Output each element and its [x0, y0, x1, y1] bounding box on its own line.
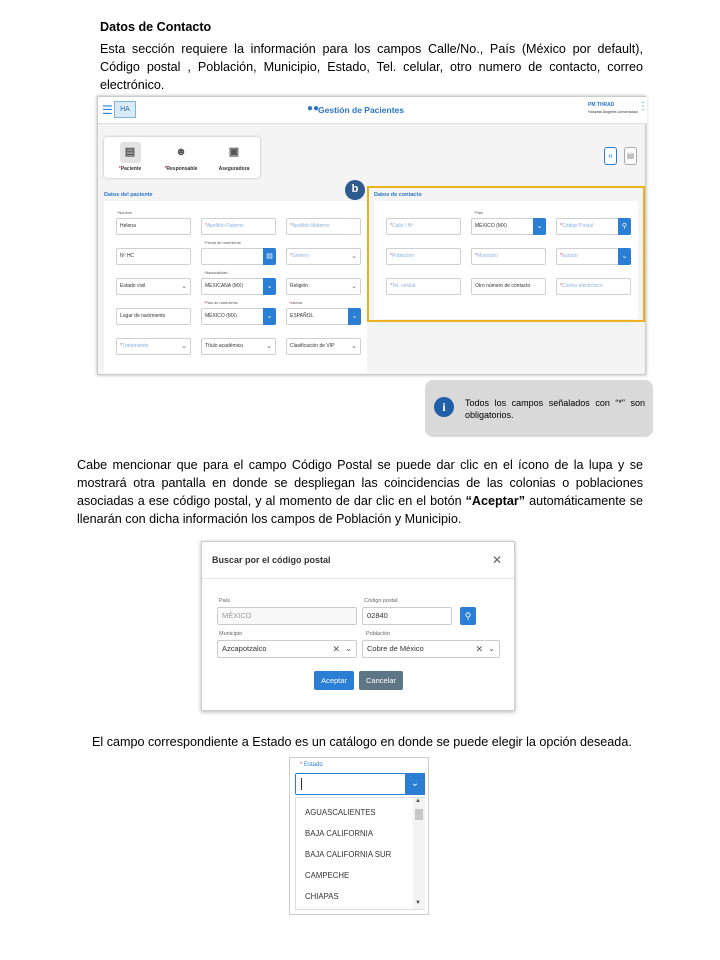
scroll-up-icon: ▲	[415, 798, 421, 804]
dialog-title: Buscar por el código postal	[212, 555, 331, 565]
estado-civil-select[interactable]: Estado civil ⌄	[116, 278, 191, 295]
calle-field[interactable]: *Calle / Nº	[386, 218, 461, 235]
estado-dropdown	[289, 757, 429, 915]
menu-icon[interactable]: ☰	[102, 103, 113, 117]
chevron-down-icon: ⌄	[533, 218, 546, 235]
option-item[interactable]: BAJA CALIFORNIA	[305, 829, 374, 838]
person-add-icon: ☻	[175, 146, 187, 158]
titulo-select[interactable]: Título académico ⌄	[201, 338, 276, 355]
postal-code-paragraph: Cabe mencionar que para el campo Código Postal se puede dar clic en el ícono de la lupa y se mostrará otra pantalla en donde se despliegan las coincidencias de las colonias o poblaciones asociadas a ese código postal, y al momento de dar clic en el botón “Aceptar” automáticamente se llenarán con dicha información los campos de Población y Municipio.	[77, 458, 644, 526]
patient-section-title: Datos del paciente	[104, 192, 153, 198]
nombre-field[interactable]: Helena	[116, 218, 191, 235]
poblacion-label: Población	[366, 631, 391, 637]
dialog-divider	[202, 578, 514, 579]
cp-label: Código postal	[364, 598, 398, 604]
chevron-down-icon: ⌄	[351, 343, 357, 350]
note-text: Todos los campos señalados con “*” son obligatorios.	[465, 398, 645, 420]
info-icon: i	[434, 397, 454, 417]
section-heading: Datos de Contacto	[100, 20, 212, 34]
chevron-down-icon: ⌄	[618, 248, 631, 265]
user-org: Hospital Ángeles Universidad	[588, 110, 638, 114]
chevron-down-icon: ⌄	[351, 253, 357, 260]
municipio-field[interactable]: *Municipio	[471, 248, 546, 265]
municipio-label: Municipio	[219, 631, 243, 637]
estado-paragraph: El campo correspondiente a Estado es un catálogo en donde se puede elegir la opción deseada.	[92, 735, 632, 749]
chevron-down-icon: ⌄	[348, 308, 361, 325]
genero-select[interactable]: *Género ⌄	[286, 248, 361, 265]
accept-button[interactable]: Aceptar	[314, 671, 354, 690]
fecha-nacimiento-field[interactable]	[201, 248, 276, 265]
poblacion-field[interactable]: *Población	[386, 248, 461, 265]
intro-paragraph: Esta sección requiere la información para los campos Calle/No., País (México por default), Código postal , Población, Municipio, Estado, Tel. celular, otro numero de contacto, correo electrónico.	[100, 42, 643, 92]
patients-icon: ●●	[307, 103, 320, 114]
dialog-cp-field[interactable]: 02840	[362, 607, 452, 625]
app-title: Gestión de Pacientes	[318, 105, 404, 115]
clear-icon: ✕	[475, 644, 483, 654]
chevron-down-icon: ⌄	[488, 644, 495, 653]
pais-label: País	[219, 598, 231, 604]
search-icon[interactable]: ⚲	[460, 607, 476, 625]
nohc-field[interactable]: Nº HC	[116, 248, 191, 265]
chevron-down-icon: ⌄	[263, 278, 276, 295]
close-icon[interactable]: ✕	[492, 553, 503, 567]
callout-badge: b	[345, 180, 365, 200]
option-item[interactable]: CHIAPAS	[305, 892, 339, 901]
estado-select[interactable]: *Estado ⌄	[556, 248, 631, 265]
safe-icon: ▣	[228, 146, 240, 158]
contact-highlight-box	[367, 186, 645, 322]
apellido-paterno-field[interactable]: *Apellido Paterno	[201, 218, 276, 235]
chevron-down-icon: ⌄	[181, 283, 187, 290]
tab-paciente[interactable]: ▤ *Paciente	[108, 140, 152, 176]
patient-panel: *Nombre Helena *Apellido Paterno *Apellido Materno *Fecha de nacimiento Nº HC ▤ *Género ⌄ *Nacionalidad Estado civil ⌄ MEXICANA (MX) ⌄ Religión ⌄ *País de nacimiento *Idioma Lugar de nacimiento MÉXICO (MX) ⌄ ESPAÑOL ⌄ *Tratamiento ⌄ Título académico ⌄ Clasificación de VIP ⌄	[104, 201, 367, 373]
app-header	[98, 97, 647, 124]
contact-panel: *País *Calle / Nº MÉXICO (MX) ⌄ *Código Postal ⚲ *Población *Municipio *Estado ⌄ *Tel. celular Otro número de contacto *Correo electrónico	[374, 201, 638, 319]
chevron-down-icon: ⌄	[345, 644, 352, 653]
scroll-down-icon: ▼	[415, 900, 421, 906]
idioma-select[interactable]: ESPAÑOL ⌄	[286, 308, 361, 325]
pais-nacimiento-select[interactable]: MÉXICO (MX) ⌄	[201, 308, 276, 325]
otro-numero-field[interactable]: Otro número de contacto	[471, 278, 546, 295]
dialog-poblacion-select[interactable]: Cobre de México ✕ ⌄	[362, 640, 500, 658]
contact-section-title: Datos de contacto	[374, 192, 422, 198]
required-fields-note	[425, 380, 653, 437]
scrollbar[interactable]	[413, 798, 425, 909]
search-icon[interactable]: ⚲	[618, 218, 631, 235]
tratamiento-select[interactable]: *Tratamiento ⌄	[116, 338, 191, 355]
tab-aseguradora[interactable]: ▣ Aseguradora	[212, 140, 256, 176]
chevron-down-icon: ⌄	[266, 343, 272, 350]
vip-select[interactable]: Clasificación de VIP ⌄	[286, 338, 361, 355]
tel-celular-field[interactable]: *Tel. celular	[386, 278, 461, 295]
option-item[interactable]: CAMPECHE	[305, 871, 350, 880]
dialog-pais-field: MÉXICO	[217, 607, 357, 625]
lugar-nacimiento-field[interactable]: Lugar de nacimiento	[116, 308, 191, 325]
estado-label: * Estado	[300, 762, 323, 768]
dialog-municipio-select[interactable]: Azcapotzalco ✕ ⌄	[217, 640, 357, 658]
pais-select[interactable]: MÉXICO (MX) ⌄	[471, 218, 546, 235]
chevron-down-icon: ⌄	[351, 283, 357, 290]
clear-icon: ✕	[332, 644, 340, 654]
document-button[interactable]: ▤	[624, 147, 637, 165]
more-options-icon[interactable]: ⋮	[638, 101, 648, 112]
postal-code-dialog	[201, 541, 515, 711]
apellido-materno-field[interactable]: *Apellido Materno	[286, 218, 361, 235]
option-item[interactable]: BAJA CALIFORNIA SUR	[305, 850, 392, 859]
estado-input[interactable]	[295, 773, 425, 795]
user-name[interactable]: PM THRAD	[588, 102, 615, 108]
chevron-down-icon: ⌄	[181, 343, 187, 350]
religion-select[interactable]: Religión ⌄	[286, 278, 361, 295]
hospital-logo: HA	[114, 101, 136, 118]
estado-options-list	[295, 797, 425, 910]
chevron-down-icon: ⌄	[405, 773, 425, 795]
calendar-icon[interactable]: ▤	[263, 248, 276, 265]
id-card-icon: ▤	[120, 142, 141, 163]
tab-responsable[interactable]: ☻ *Responsable	[159, 140, 203, 176]
cancel-button[interactable]: Cancelar	[359, 671, 403, 690]
tab-bar	[104, 137, 260, 178]
chevron-down-icon: ⌄	[263, 308, 276, 325]
scroll-thumb[interactable]	[415, 809, 423, 820]
nacionalidad-select[interactable]: MEXICANA (MX) ⌄	[201, 278, 276, 295]
option-item[interactable]: AGUASCALIENTES	[305, 808, 376, 817]
collapse-button[interactable]: «	[604, 147, 617, 165]
correo-field[interactable]: *Correo electrónico	[556, 278, 631, 295]
codigo-postal-field[interactable]: *Código Postal ⚲	[556, 218, 631, 235]
